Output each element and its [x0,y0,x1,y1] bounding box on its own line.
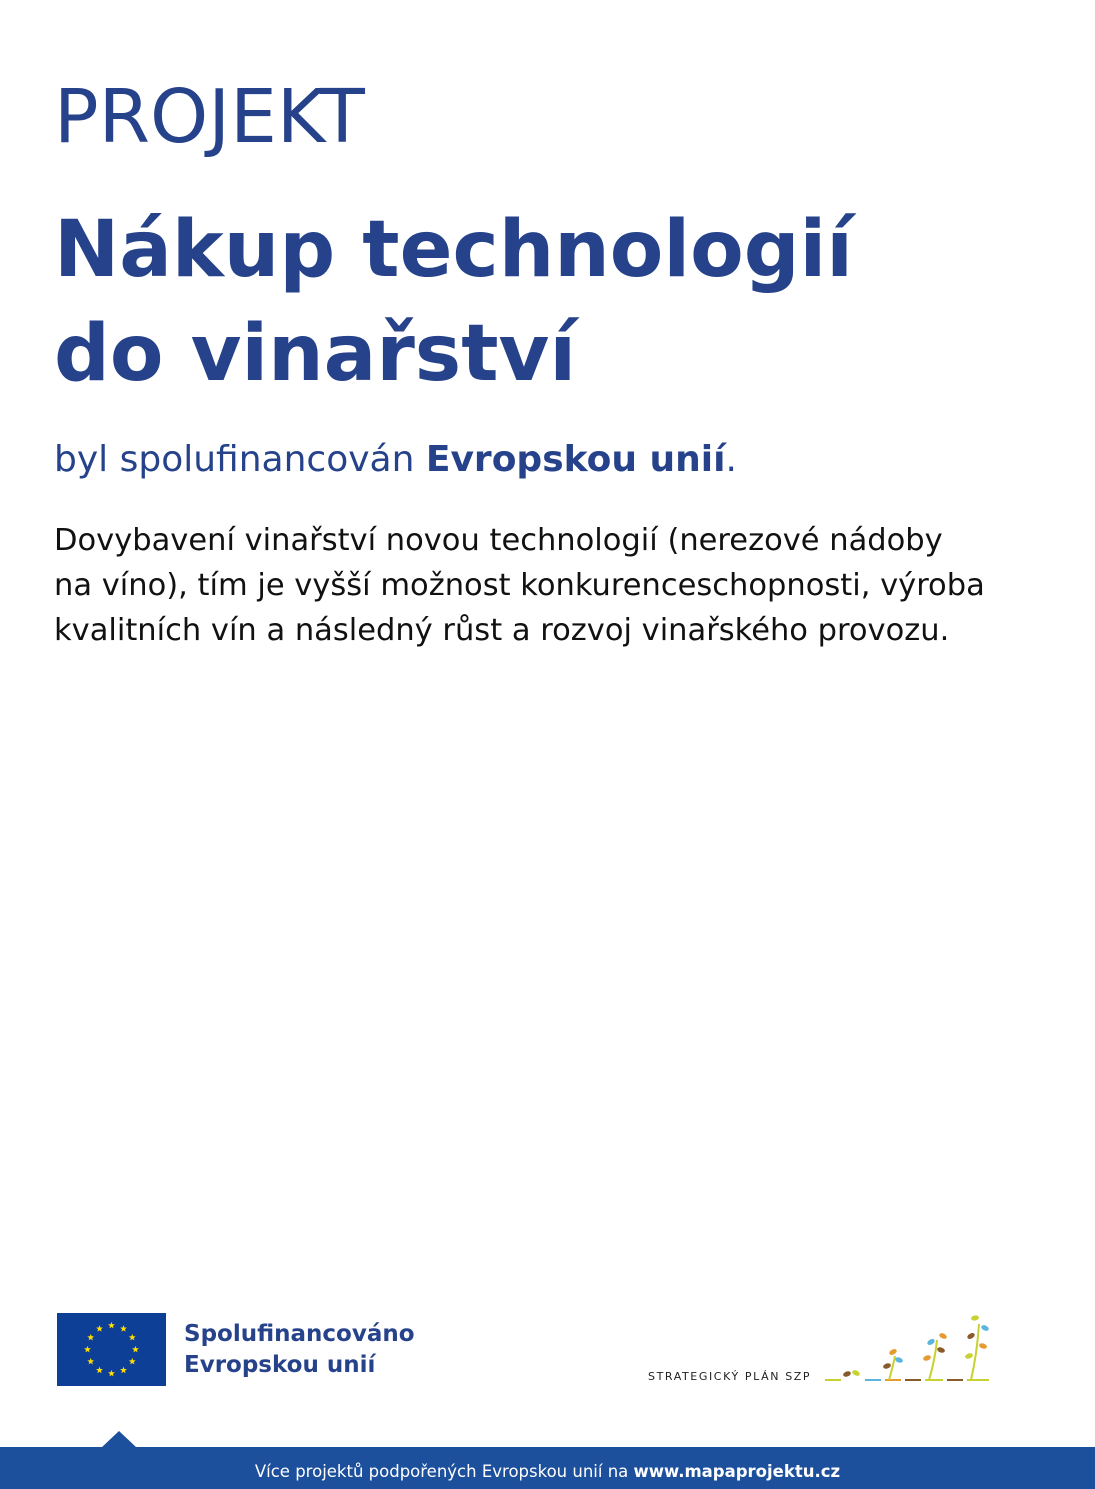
project-title [54,198,1034,406]
footer-notch [101,1431,137,1448]
funding-statement-bold: Evropskou unií [425,439,726,480]
eu-star-icon [87,1334,94,1341]
eu-star-icon [96,1325,103,1332]
project-description [54,518,1034,653]
footer-link[interactable]: www.mapaprojektu.cz [633,1462,841,1481]
eu-logo-text [184,1319,415,1381]
eu-star-icon [120,1325,127,1332]
eu-star-icon [108,1370,115,1377]
project-kicker: PROJEKT [54,74,365,160]
project-title-line-2: do vinařství [54,309,577,399]
eu-logo-line-2: Evropskou unií [184,1351,376,1378]
description-line-3: kvalitních vín a následný růst a rozvoj vinařského provozu. [54,613,950,648]
eu-star-icon [84,1346,91,1353]
eu-star-icon [132,1346,139,1353]
footer-text [0,1461,1095,1483]
eu-star-icon [129,1334,136,1341]
strategic-plan-label: STRATEGICKÝ PLÁN SZP [648,1370,812,1383]
project-title-line-1: Nákup technologií [54,205,854,295]
funding-statement [54,438,737,481]
funding-statement-prefix: byl spolufinancován [54,439,426,480]
description-line-2: na víno), tím je vyšší možnost konkurenceschopnosti, výroba [54,568,985,603]
description-line-1: Dovybavení vinařství novou technologií (nerezové nádoby [54,523,943,558]
eu-logo-line-1: Spolufinancováno [184,1320,415,1347]
funding-statement-suffix: . [725,439,737,480]
eu-star-icon [108,1322,115,1329]
eu-star-icon [120,1367,127,1374]
eu-star-icon [129,1358,136,1365]
strategic-plan-logo [648,1310,1008,1390]
footer-text-prefix: Více projektů podpořených Evropskou unií na [254,1462,634,1481]
eu-cofunding-logo [57,1313,415,1386]
eu-star-icon [96,1367,103,1374]
eu-star-icon [87,1358,94,1365]
eu-flag-icon [57,1313,166,1386]
plant-sprouts-icon [823,1310,1003,1390]
